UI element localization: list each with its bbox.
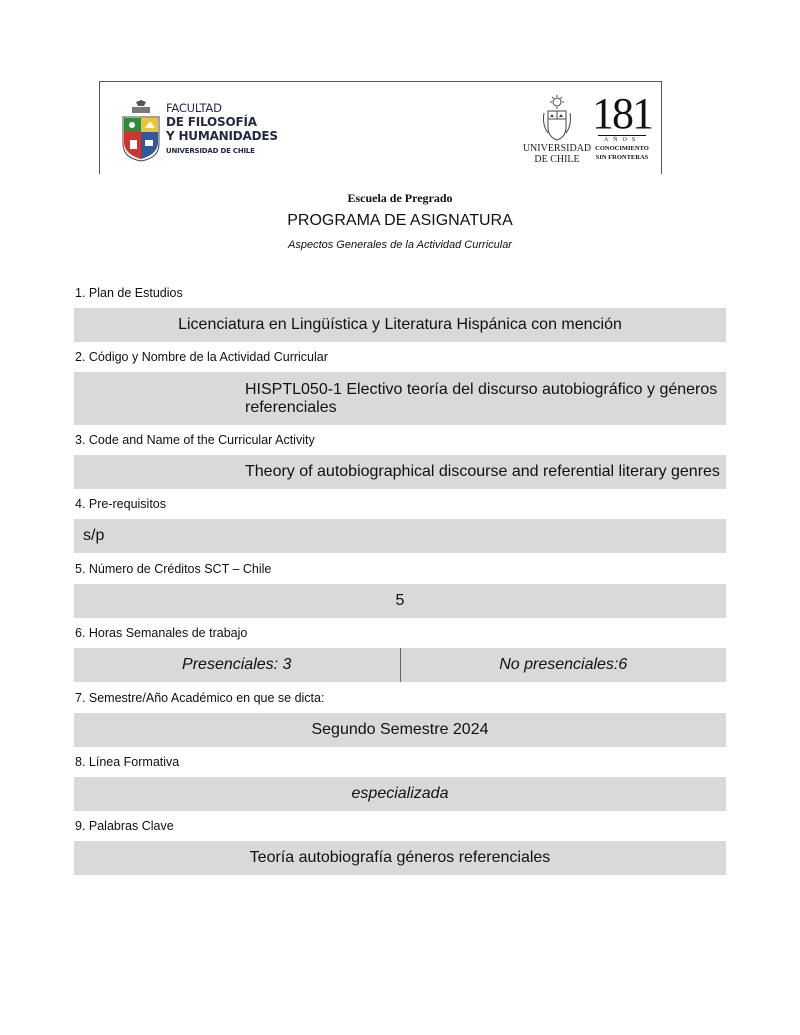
anniversary-tagline: SIN FRONTERAS	[595, 154, 649, 161]
faculty-logo-icon	[122, 100, 160, 162]
codigo-value-line: referenciales	[245, 398, 337, 416]
faculty-university-line: UNIVERSIDAD DE CHILE	[166, 147, 255, 155]
anniversary-label: AÑOS	[603, 137, 641, 143]
aspects-subtitle: Aspectos Generales de la Actividad Curricular	[288, 239, 512, 251]
prereq-field	[74, 519, 726, 553]
palabras-field	[74, 841, 726, 875]
faculty-name	[166, 101, 278, 158]
linea-field	[74, 777, 726, 811]
faculty-line: FACULTAD	[166, 101, 222, 115]
prereq-label: 4. Pre-requisitos	[75, 497, 167, 511]
no-presenciales-value: No presenciales:6	[499, 656, 628, 673]
university-line: UNIVERSIDAD	[522, 143, 592, 154]
palabras-label: 9. Palabras Clave	[75, 819, 174, 833]
no-presenciales-cell	[401, 648, 727, 682]
university-line: DE CHILE	[534, 154, 580, 165]
semestre-field	[74, 713, 726, 747]
creditos-value: 5	[395, 592, 405, 609]
program-title: PROGRAMA DE ASIGNATURA	[287, 212, 513, 229]
codigo-label: 2. Código y Nombre de la Actividad Curricular	[75, 350, 328, 364]
header-logos	[99, 81, 662, 174]
anniversary-number: 181	[592, 89, 652, 138]
faculty-line: DE FILOSOFÍA	[166, 115, 257, 129]
codigo-field	[74, 372, 726, 425]
horas-field	[74, 648, 726, 682]
semestre-label: 7. Semestre/Año Académico en que se dicta:	[75, 691, 325, 705]
anniversary-tagline: CONOCIMIENTO	[595, 145, 649, 152]
faculty-line: Y HUMANIDADES	[166, 129, 278, 143]
plan-value: Licenciatura en Lingüística y Literatura Hispánica con mención	[178, 316, 622, 333]
creditos-label: 5. Número de Créditos SCT – Chile	[75, 562, 272, 576]
code-en-field	[74, 455, 726, 489]
linea-value: especializada	[351, 785, 449, 802]
presenciales-cell	[74, 648, 401, 682]
school-title: Escuela de Pregrado	[347, 191, 453, 205]
university-seal-icon	[540, 95, 574, 141]
horas-label: 6. Horas Semanales de trabajo	[75, 626, 248, 640]
plan-label: 1. Plan de Estudios	[75, 286, 183, 300]
codigo-value-line: HISPTL050-1 Electivo teoría del discurso autobiográfico y géneros	[245, 380, 718, 398]
prereq-value: s/p	[83, 527, 105, 544]
linea-label: 8. Línea Formativa	[75, 755, 180, 769]
plan-field	[74, 308, 726, 342]
palabras-value: Teoría autobiografía géneros referenciales	[249, 849, 551, 866]
code-en-label: 3. Code and Name of the Curricular Activity	[75, 433, 315, 447]
university-name	[518, 143, 596, 165]
presenciales-value: Presenciales: 3	[182, 656, 292, 673]
semestre-value: Segundo Semestre 2024	[311, 721, 489, 738]
creditos-field	[74, 584, 726, 618]
code-en-value: Theory of autobiographical discourse and referential literary genres	[245, 463, 720, 480]
anniversary-logo	[592, 89, 652, 162]
